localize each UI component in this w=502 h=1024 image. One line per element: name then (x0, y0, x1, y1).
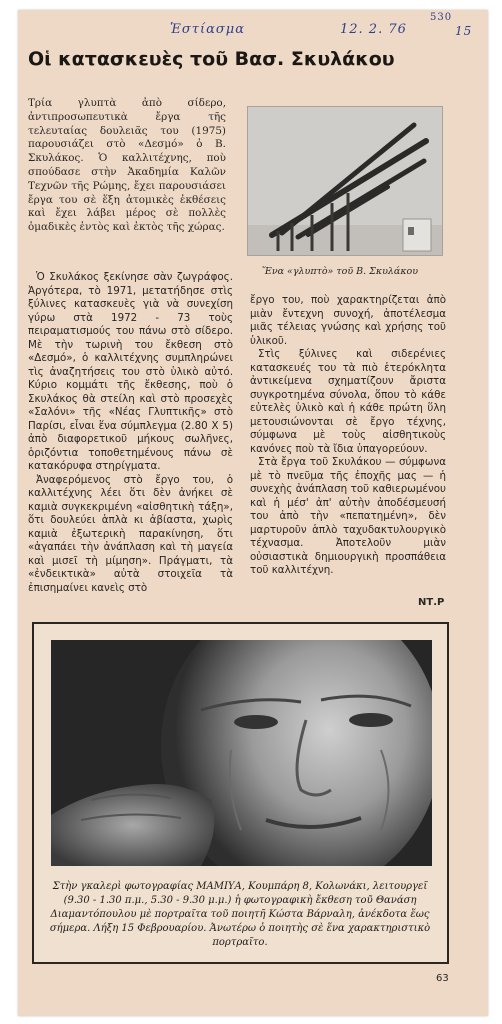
body-paragraph: Στὰ ἔργα τοῦ Σκυλάκου — σύμφωνα μὲ τὸ πνεῦμα τῆς ἐποχῆς μας — ἡ συνεχὴς ἀνάπλαση τοῦ καθιερωμένου καὶ ἡ μέσ' ἀπ' αὐτὴν ἀποδέσμευσή του ἀπὸ τὴν «πεπατημένη», δὲν μαρτυροῦν ἁπλὸ ταχυδακτυλουργικὸ τέχνασμα. Ἀποτελοῦν μιὰν οὐσιαστικὰ δημιουργικὴ προσπάθεια τοῦ καλλιτέχνη. (250, 456, 446, 576)
handwritten-stamp: 530 (430, 12, 453, 23)
portrait-photo (51, 640, 432, 866)
portrait-illustration (51, 640, 432, 866)
body-paragraph: Ὁ Σκυλάκος ξεκίνησε σὰν ζωγράφος. Ἀργότερα, τὸ 1971, μετατήδησε στὶς ξύλινες κατασκευὲς γιὰ νὰ συνεχίση γύρω στὰ 1972 - 73 τοὺς πειραματισμούς του πάνω στὸ σίδερο. Μὲ τὴν τωρινὴ του ἔκθεση στὸ «Δεσμό», ὁ καλλιτέχνης συμπληρώνει τὶς ἀναζητήσεις του στὸ ὑλικὸ αὐτό. Κύριο κομμάτι τῆς ἔκθεσης, ποὺ ὁ Σκυλάκος θὰ στείλη καὶ στὸ προσεχὲς «Σαλόνι» τῆς «Νέας Γλυπτικῆς» στὸ Παρίσι, εἶναι ἕνα σύμπλεγμα (2.80 Χ 5) ἀπὸ διαφορετικοῦ μήκους σωλῆνες, ὁριζόντια τοποθετημένους πάνω σὲ κατακόρυφα στηρίγματα. (28, 271, 233, 472)
article-headline: Οἱ κατασκευὲς τοῦ Βασ. Σκυλάκου (28, 48, 395, 70)
article-body-left (28, 271, 233, 595)
body-paragraph: Ἀναφερόμενος στὸ ἔργο του, ὁ καλλιτέχνης λέει ὅτι δὲν ἀνήκει σὲ καμιὰ συγκεκριμένη «αἰσθητικὴ τάξη», ὅτι δουλεύει ἁπλὰ κι ἀβίαστα, χωρὶς καμιὰ ἐξωτερικὴ παρακίνηση, ὅτι «ἀγαπάει τὴν ἀνάπλαση καὶ τὴ μαγεία καὶ μισεῖ τὴ μίμηση». Πράγματι, τὰ «ἐνδεικτικὰ» αὐτὰ στοιχεῖα τὰ ἐπισημαίνει κανεὶς στὸ (28, 473, 233, 594)
sculpture-caption: Ἕνα «γλυπτὸ» τοῦ Β. Σκυλάκου (262, 266, 419, 277)
portrait-caption: Στὴν γκαλερὶ φωτογραφίας ΜΑΜΙΥΑ, Κουμπάρη 8, Κολωνάκι, λειτουργεῖ (9.30 - 1.30 π.μ., 5.30 - 9.30 μ.μ.) ἡ φωτογραφικὴ ἔκθεση τοῦ Θανάση Διαμαντόπουλου μὲ πορτραῖτα τοῦ ποιητῆ Κώστα Βάρναλη, ἀνέκδοτα ἕως σήμερα. Λήξη 15 Φεβρουαρίου. Ἀνωτέρω ὁ ποιητὴς σὲ ἕνα χαρακτηριστικὸ πορτραῖτο. (49, 881, 431, 948)
sculpture-illustration (248, 107, 442, 255)
sculpture-photo (247, 106, 443, 256)
body-paragraph: ἔργο του, ποὺ χαρακτηρίζεται ἀπὸ μιὰν ἔντεχνη συνοχή, ἀποτέλεσμα μιᾶς τέλειας γνώσης καὶ χρήσης τοῦ ὑλικοῦ. (250, 294, 446, 347)
body-paragraph: Στὶς ξύλινες καὶ σιδερένιες κατασκευές του τὰ πιὸ ἑτερόκλητα ἀντικείμενα σχηματίζουν ἄριστα συγκροτημένα σύνολα, ὅπου τὸ κάθε εὐτελὲς ὑλικὸ καὶ ἡ κάθε πρώτη ὕλη μετουσιώνονται σὲ ἔργο τέχνης, σύμφωνα μὲ τοὺς αἰσθητικοὺς κανόνες ποὺ τὰ ἴδια ὑπαγορεύουν. (250, 348, 446, 455)
handwritten-page-mark: 15 (455, 24, 473, 38)
author-signature: ΝΤ.Ρ (418, 597, 445, 608)
page-number: 63 (436, 973, 449, 984)
article-body-right (250, 294, 446, 578)
handwritten-note: Ἑστίασμα (170, 22, 245, 37)
article-intro: Τρία γλυπτὰ ἀπὸ σίδερο, ἀντιπροσωπευτικὰ ἔργα τῆς τελευταίας δουλειᾶς του (1975) παρουσιάζει στὸ «Δεσμό» ὁ Β. Σκυλάκος. Ὁ καλλιτέχνης, ποὺ σπούδασε στὴν Ἀκαδημία Καλῶν Τεχνῶν τῆς Ρώμης, ἔχει παρουσιάσει ἔργα του σὲ ἕξη ἀτομικὲς ἐκθέσεις καὶ ἔχει λάβει μέρος σὲ πολλὲς ὁμαδικὲς ἐντὸς καὶ ἐκτὸς τῆς χώρας. (28, 97, 226, 234)
handwritten-date: 12. 2. 76 (340, 22, 407, 37)
